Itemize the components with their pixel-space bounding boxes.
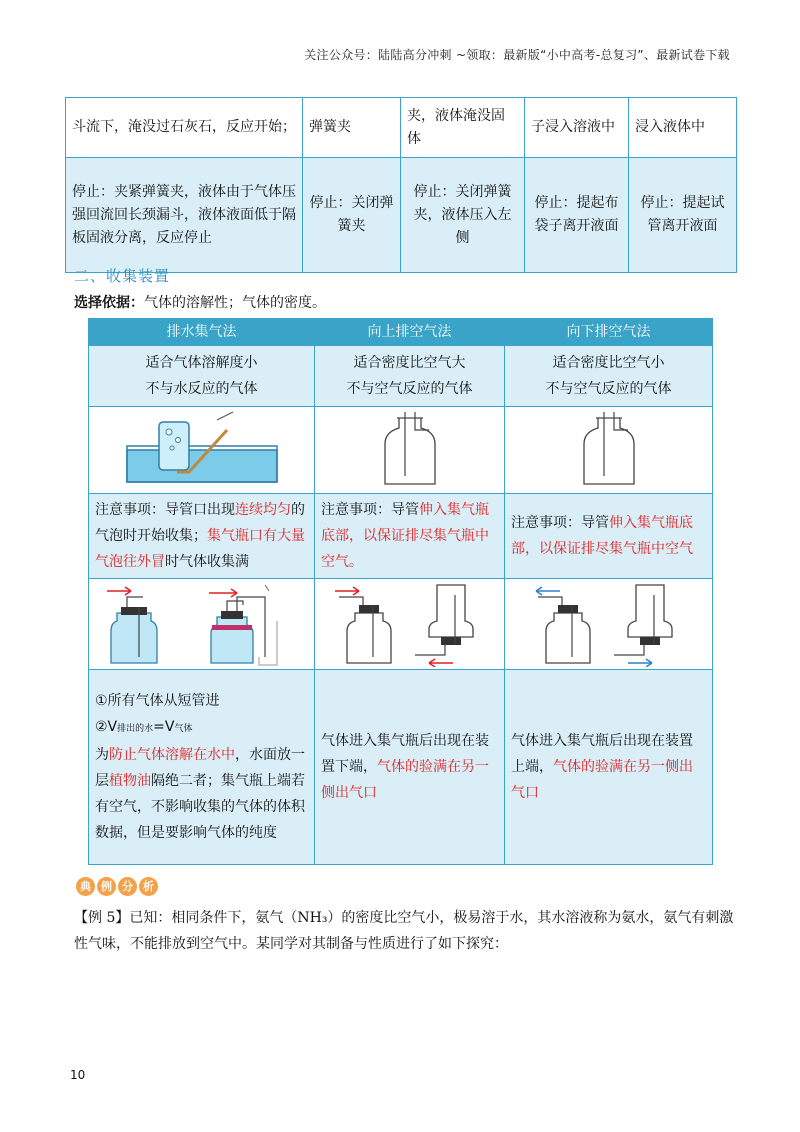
suit-line: 适合密度比空气大 bbox=[353, 355, 466, 371]
desc-text: 气体进入集气瓶后出现在装置下端， bbox=[321, 733, 489, 775]
table-cell: 停止：提起布袋子离开液面 bbox=[525, 158, 629, 273]
table-cell: 子浸入溶液中 bbox=[525, 98, 629, 158]
image-cell bbox=[505, 407, 713, 494]
suit-line: 不与水反应的气体 bbox=[145, 381, 258, 397]
upward-air-bottle-icon bbox=[375, 410, 445, 490]
section-title: 二、收集装置 bbox=[74, 267, 171, 285]
desc-text: 隔绝二者；集气瓶上端若有空气，不影响收集的气体的体积数据，但是要影响气体的纯度 bbox=[95, 773, 305, 841]
table-header-row bbox=[89, 319, 713, 346]
basis-label: 选择依据： bbox=[74, 295, 144, 311]
water-displacement-illustration bbox=[117, 410, 287, 490]
desc-highlight: 防止气体溶解在水中 bbox=[109, 747, 235, 763]
badge-char: 析 bbox=[139, 877, 158, 896]
downward-air-flow-illustration bbox=[524, 581, 694, 667]
note-cell bbox=[505, 494, 713, 579]
table-row bbox=[66, 158, 737, 273]
desc-cell bbox=[89, 670, 315, 865]
desc-cell bbox=[505, 670, 713, 865]
desc-highlight: 气体的验满在另一侧出气口 bbox=[321, 759, 489, 801]
note-text: 注意事项：导管 bbox=[511, 515, 609, 531]
header-downward-air: 向下排空气法 bbox=[505, 319, 713, 346]
table-cell: 停止：关闭弹簧夹 bbox=[303, 158, 401, 273]
badge-char: 典 bbox=[76, 877, 95, 896]
desc-line bbox=[95, 742, 308, 846]
page-header: 关注公众号：陆陆高分冲刺 ~领取：最新版“小中高考-总复习”、最新试卷下载 bbox=[304, 48, 730, 62]
header-water-displacement: 排水集气法 bbox=[89, 319, 315, 346]
table-row bbox=[89, 407, 713, 494]
table-cell: 停止：提起试管离开液面 bbox=[629, 158, 737, 273]
table-row bbox=[66, 98, 737, 158]
multi-use-bottle-water-illustration bbox=[97, 581, 307, 667]
image-cell bbox=[315, 579, 505, 670]
suit-line: 适合密度比空气小 bbox=[552, 355, 665, 371]
formula-subscript: 排出的水 bbox=[117, 724, 154, 734]
table-cell: 浸入液体中 bbox=[629, 98, 737, 158]
suit-line: 适合气体溶解度小 bbox=[145, 355, 258, 371]
desc-line bbox=[95, 714, 308, 742]
note-text: 注意事项：导管 bbox=[321, 502, 419, 518]
downward-air-bottle-icon bbox=[574, 410, 644, 490]
note-cell bbox=[89, 494, 315, 579]
formula-text: ②V bbox=[95, 719, 118, 735]
image-cell bbox=[315, 407, 505, 494]
suit-cell bbox=[505, 346, 713, 407]
suit-cell bbox=[315, 346, 505, 407]
note-text: 的气泡时开始收集； bbox=[95, 502, 305, 544]
note-highlight: 连续均匀 bbox=[235, 502, 291, 518]
selection-basis bbox=[74, 292, 326, 312]
formula-subscript: 气体 bbox=[174, 724, 193, 734]
desc-cell bbox=[315, 670, 505, 865]
header-upward-air: 向上排空气法 bbox=[315, 319, 505, 346]
desc-highlight: 植物油 bbox=[109, 773, 151, 789]
table-row bbox=[89, 670, 713, 865]
image-cell bbox=[505, 579, 713, 670]
table-cell: 弹簧夹 bbox=[303, 98, 401, 158]
image-cell bbox=[89, 579, 315, 670]
example-analysis-badge bbox=[76, 877, 158, 896]
desc-highlight: 气体的验满在另一侧出气口 bbox=[511, 759, 693, 801]
basis-text: 气体的溶解性；气体的密度。 bbox=[144, 295, 326, 311]
apparatus-table bbox=[65, 97, 737, 273]
note-highlight: 集气瓶口有大量气泡往外冒 bbox=[95, 528, 305, 570]
formula-text: =V bbox=[153, 719, 175, 735]
note-text: 时气体收集满 bbox=[165, 554, 249, 570]
table-cell: 斗流下，淹没过石灰石，反应开始； bbox=[66, 98, 303, 158]
note-cell bbox=[315, 494, 505, 579]
suit-cell bbox=[89, 346, 315, 407]
note-text: 注意事项：导管口出现 bbox=[95, 502, 235, 518]
desc-text: 气体进入集气瓶后出现在装置上端， bbox=[511, 733, 693, 775]
desc-text: ，水面放一层 bbox=[95, 747, 305, 789]
table-row bbox=[89, 579, 713, 670]
table-row bbox=[89, 346, 713, 407]
table-cell: 停止：关闭弹簧夹，液体压入左侧 bbox=[401, 158, 525, 273]
collection-table bbox=[88, 318, 713, 865]
table-cell: 停止：夹紧弹簧夹，液体由于气体压强回流回长颈漏斗，液体液面低于隔板固液分离，反应停止 bbox=[66, 158, 303, 273]
desc-line: ①所有气体从短管进 bbox=[95, 693, 220, 709]
note-highlight: 伸入集气瓶底部，以保证排尽集气瓶中空气 bbox=[511, 515, 693, 557]
suit-line: 不与空气反应的气体 bbox=[346, 381, 473, 397]
note-highlight: 伸入集气瓶底部，以保证排尽集气瓶中空气。 bbox=[321, 502, 489, 570]
desc-text: 为 bbox=[95, 747, 109, 763]
badge-char: 例 bbox=[97, 877, 116, 896]
table-row bbox=[89, 494, 713, 579]
upward-air-flow-illustration bbox=[325, 581, 495, 667]
table-cell: 夹，液体淹没固体 bbox=[401, 98, 525, 158]
image-cell bbox=[89, 407, 315, 494]
example-paragraph: 【例 5】已知：相同条件下，氨气（NH₃）的密度比空气小，极易溶于水，其水溶液称为氨水，氨气有刺激性气味，不能排放到空气中。某同学对其制备与性质进行了如下探究： bbox=[74, 910, 734, 952]
badge-char: 分 bbox=[118, 877, 137, 896]
suit-line: 不与空气反应的气体 bbox=[545, 381, 672, 397]
page-number: 10 bbox=[70, 1068, 86, 1082]
